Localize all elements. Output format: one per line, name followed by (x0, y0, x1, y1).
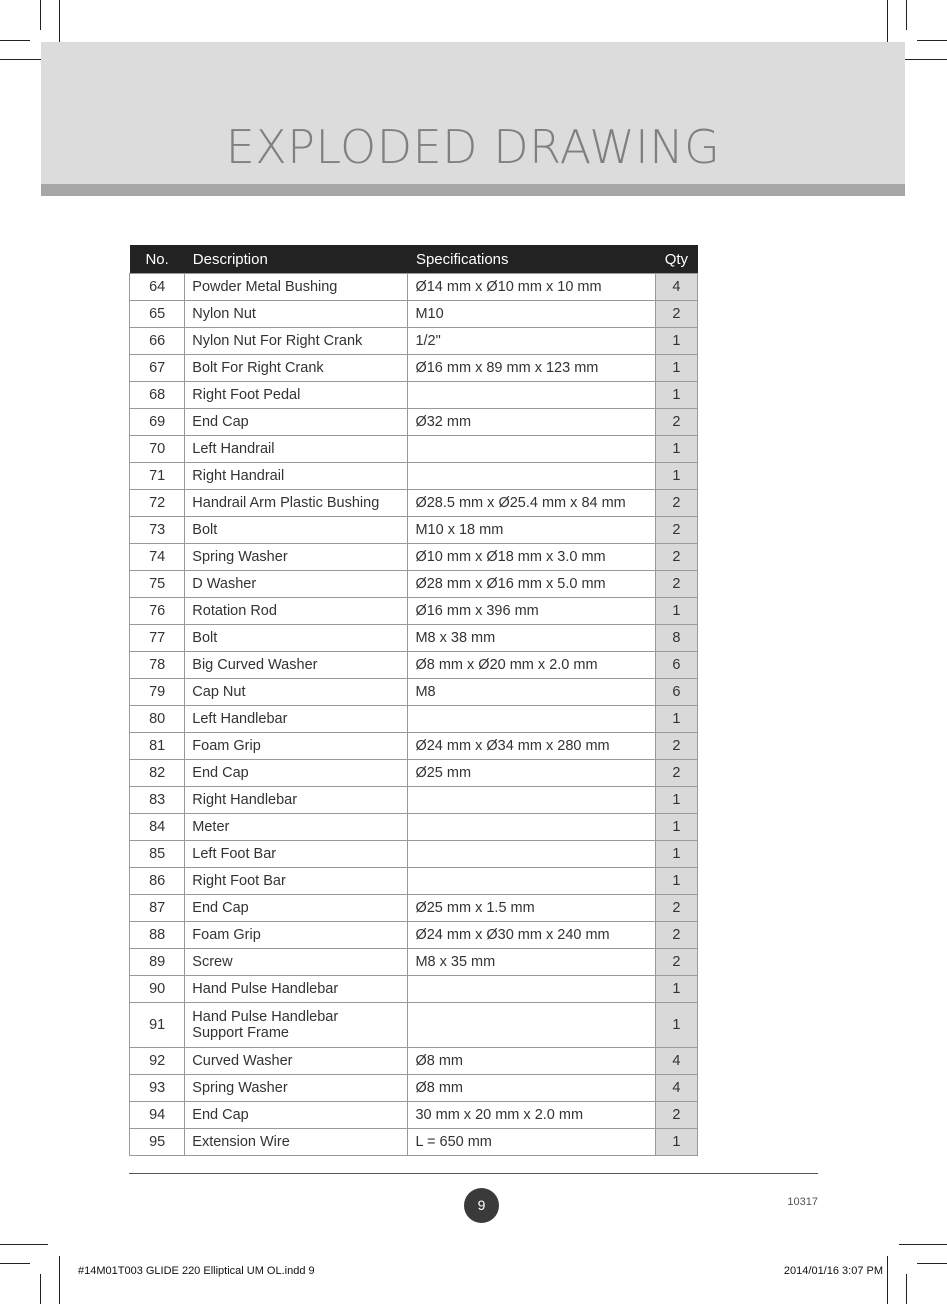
cell-no: 82 (130, 760, 185, 787)
cell-specifications: Ø16 mm x 396 mm (408, 598, 655, 625)
table-row (130, 976, 698, 1003)
cell-qty: 2 (655, 409, 697, 436)
cell-no: 64 (130, 274, 185, 301)
table-row (130, 652, 698, 679)
crop-mark (917, 1263, 947, 1264)
cell-qty: 1 (655, 328, 697, 355)
cell-no: 72 (130, 490, 185, 517)
cell-qty: 2 (655, 490, 697, 517)
cell-qty: 1 (655, 1129, 697, 1156)
cell-qty: 2 (655, 922, 697, 949)
cell-description: Left Foot Bar (185, 841, 408, 868)
crop-mark (917, 40, 947, 41)
cell-description: End Cap (185, 895, 408, 922)
column-header-qty: Qty (655, 245, 697, 274)
cell-specifications: M8 x 38 mm (408, 625, 655, 652)
cell-qty: 1 (655, 841, 697, 868)
table-row (130, 409, 698, 436)
header-strip (41, 184, 905, 196)
cell-qty: 2 (655, 895, 697, 922)
table-row (130, 760, 698, 787)
cell-no: 77 (130, 625, 185, 652)
crop-mark (906, 1274, 907, 1304)
cell-description: Left Handlebar (185, 706, 408, 733)
table-header-row (130, 245, 698, 274)
cell-specifications (408, 382, 655, 409)
cell-description: Foam Grip (185, 733, 408, 760)
cell-specifications: Ø16 mm x 89 mm x 123 mm (408, 355, 655, 382)
cell-qty: 4 (655, 1048, 697, 1075)
table-row (130, 1048, 698, 1075)
cell-description: Bolt (185, 625, 408, 652)
cell-no: 87 (130, 895, 185, 922)
cell-no: 83 (130, 787, 185, 814)
table-row (130, 1129, 698, 1156)
file-info: #14M01T003 GLIDE 220 Elliptical UM OL.indd 9 (78, 1265, 315, 1277)
cell-qty: 2 (655, 571, 697, 598)
table-row (130, 733, 698, 760)
table-row (130, 355, 698, 382)
cell-no: 66 (130, 328, 185, 355)
cell-qty: 2 (655, 760, 697, 787)
cell-qty: 4 (655, 274, 697, 301)
page-title: EXPLODED DRAWING (225, 120, 721, 174)
cell-qty: 2 (655, 733, 697, 760)
table-row (130, 517, 698, 544)
cell-specifications: Ø8 mm x Ø20 mm x 2.0 mm (408, 652, 655, 679)
cell-qty: 1 (655, 976, 697, 1003)
cell-no: 84 (130, 814, 185, 841)
cell-specifications (408, 463, 655, 490)
document-code: 10317 (787, 1196, 818, 1208)
table-row (130, 949, 698, 976)
cell-qty: 1 (655, 1003, 697, 1048)
table-row (130, 598, 698, 625)
cell-description: D Washer (185, 571, 408, 598)
cell-specifications: Ø14 mm x Ø10 mm x 10 mm (408, 274, 655, 301)
cell-qty: 1 (655, 436, 697, 463)
cell-specifications: Ø32 mm (408, 409, 655, 436)
cell-specifications: M10 (408, 301, 655, 328)
cell-description: Curved Washer (185, 1048, 408, 1075)
cell-description: Extension Wire (185, 1129, 408, 1156)
cell-no: 70 (130, 436, 185, 463)
cell-description: End Cap (185, 1102, 408, 1129)
cell-description: Rotation Rod (185, 598, 408, 625)
cell-specifications (408, 814, 655, 841)
cell-specifications (408, 787, 655, 814)
table-row (130, 274, 698, 301)
cell-no: 73 (130, 517, 185, 544)
crop-mark (906, 0, 907, 30)
cell-no: 80 (130, 706, 185, 733)
table-row (130, 868, 698, 895)
cell-description: Screw (185, 949, 408, 976)
table-row (130, 1003, 698, 1048)
cell-no: 79 (130, 679, 185, 706)
table-row (130, 463, 698, 490)
column-header-specifications: Specifications (408, 245, 655, 274)
cell-no: 92 (130, 1048, 185, 1075)
cell-description: Spring Washer (185, 544, 408, 571)
cell-no: 74 (130, 544, 185, 571)
cell-description: Handrail Arm Plastic Bushing (185, 490, 408, 517)
crop-mark (40, 0, 41, 30)
table-row (130, 895, 698, 922)
cell-no: 67 (130, 355, 185, 382)
table-row (130, 436, 698, 463)
cell-no: 90 (130, 976, 185, 1003)
cell-description: Cap Nut (185, 679, 408, 706)
footer-rule (129, 1173, 818, 1174)
table-row (130, 841, 698, 868)
cell-specifications: M8 x 35 mm (408, 949, 655, 976)
parts-table-body (130, 274, 698, 1156)
cell-no: 75 (130, 571, 185, 598)
cell-qty: 2 (655, 949, 697, 976)
cell-specifications (408, 976, 655, 1003)
cell-qty: 1 (655, 706, 697, 733)
table-row (130, 922, 698, 949)
cell-no: 94 (130, 1102, 185, 1129)
cell-description: Right Handlebar (185, 787, 408, 814)
cell-no: 69 (130, 409, 185, 436)
cell-specifications: Ø24 mm x Ø30 mm x 240 mm (408, 922, 655, 949)
cell-no: 81 (130, 733, 185, 760)
crop-mark (899, 59, 947, 60)
file-date: 2014/01/16 3:07 PM (783, 1265, 883, 1277)
cell-specifications: Ø10 mm x Ø18 mm x 3.0 mm (408, 544, 655, 571)
cell-qty: 2 (655, 301, 697, 328)
cell-description: End Cap (185, 409, 408, 436)
table-row (130, 679, 698, 706)
table-row (130, 490, 698, 517)
cell-no: 85 (130, 841, 185, 868)
cell-qty: 6 (655, 679, 697, 706)
cell-description: Nylon Nut For Right Crank (185, 328, 408, 355)
cell-description: Foam Grip (185, 922, 408, 949)
cell-qty: 1 (655, 787, 697, 814)
cell-specifications: L = 650 mm (408, 1129, 655, 1156)
cell-description: Bolt (185, 517, 408, 544)
cell-specifications (408, 436, 655, 463)
cell-specifications (408, 1003, 655, 1048)
cell-description: Powder Metal Bushing (185, 274, 408, 301)
cell-specifications: Ø25 mm x 1.5 mm (408, 895, 655, 922)
cell-description: Bolt For Right Crank (185, 355, 408, 382)
table-row (130, 1102, 698, 1129)
cell-specifications: M10 x 18 mm (408, 517, 655, 544)
cell-description: Left Handrail (185, 436, 408, 463)
cell-description: Right Handrail (185, 463, 408, 490)
crop-mark (0, 1244, 48, 1245)
cell-qty: 1 (655, 598, 697, 625)
cell-no: 95 (130, 1129, 185, 1156)
cell-no: 89 (130, 949, 185, 976)
crop-mark (887, 0, 888, 48)
crop-mark (40, 1274, 41, 1304)
cell-no: 76 (130, 598, 185, 625)
cell-no: 65 (130, 301, 185, 328)
cell-description: Nylon Nut (185, 301, 408, 328)
cell-specifications (408, 706, 655, 733)
cell-no: 71 (130, 463, 185, 490)
cell-no: 86 (130, 868, 185, 895)
cell-no: 91 (130, 1003, 185, 1048)
cell-qty: 2 (655, 544, 697, 571)
cell-qty: 1 (655, 814, 697, 841)
table-row (130, 544, 698, 571)
cell-specifications: Ø24 mm x Ø34 mm x 280 mm (408, 733, 655, 760)
cell-description: End Cap (185, 760, 408, 787)
cell-specifications: 1/2" (408, 328, 655, 355)
crop-mark (0, 40, 30, 41)
cell-no: 68 (130, 382, 185, 409)
cell-description: Spring Washer (185, 1075, 408, 1102)
cell-specifications: M8 (408, 679, 655, 706)
cell-specifications: Ø8 mm (408, 1075, 655, 1102)
cell-specifications: Ø28 mm x Ø16 mm x 5.0 mm (408, 571, 655, 598)
cell-specifications: 30 mm x 20 mm x 2.0 mm (408, 1102, 655, 1129)
cell-qty: 1 (655, 382, 697, 409)
cell-no: 88 (130, 922, 185, 949)
cell-description: Meter (185, 814, 408, 841)
table-row (130, 328, 698, 355)
cell-qty: 2 (655, 1102, 697, 1129)
cell-description: Big Curved Washer (185, 652, 408, 679)
table-row (130, 814, 698, 841)
cell-no: 93 (130, 1075, 185, 1102)
table-row (130, 1075, 698, 1102)
table-row (130, 787, 698, 814)
cell-specifications (408, 841, 655, 868)
column-header-description: Description (185, 245, 408, 274)
cell-description: Right Foot Bar (185, 868, 408, 895)
parts-table (129, 245, 698, 1156)
cell-qty: 1 (655, 868, 697, 895)
cell-qty: 1 (655, 463, 697, 490)
table-row (130, 625, 698, 652)
cell-qty: 1 (655, 355, 697, 382)
cell-qty: 2 (655, 517, 697, 544)
table-row (130, 301, 698, 328)
cell-qty: 4 (655, 1075, 697, 1102)
table-row (130, 382, 698, 409)
table-row (130, 706, 698, 733)
cell-specifications: Ø28.5 mm x Ø25.4 mm x 84 mm (408, 490, 655, 517)
cell-qty: 8 (655, 625, 697, 652)
cell-description: Hand Pulse Handlebar (185, 976, 408, 1003)
cell-specifications (408, 868, 655, 895)
crop-mark (0, 1263, 30, 1264)
cell-description: Hand Pulse Handlebar Support Frame (185, 1003, 408, 1048)
cell-specifications: Ø8 mm (408, 1048, 655, 1075)
crop-mark (59, 0, 60, 48)
cell-description: Right Foot Pedal (185, 382, 408, 409)
page-number: 9 (464, 1188, 499, 1223)
crop-mark (899, 1244, 947, 1245)
cell-qty: 6 (655, 652, 697, 679)
table-row (130, 571, 698, 598)
cell-specifications: Ø25 mm (408, 760, 655, 787)
cell-no: 78 (130, 652, 185, 679)
column-header-no: No. (130, 245, 185, 274)
crop-mark (887, 1256, 888, 1304)
crop-mark (59, 1256, 60, 1304)
